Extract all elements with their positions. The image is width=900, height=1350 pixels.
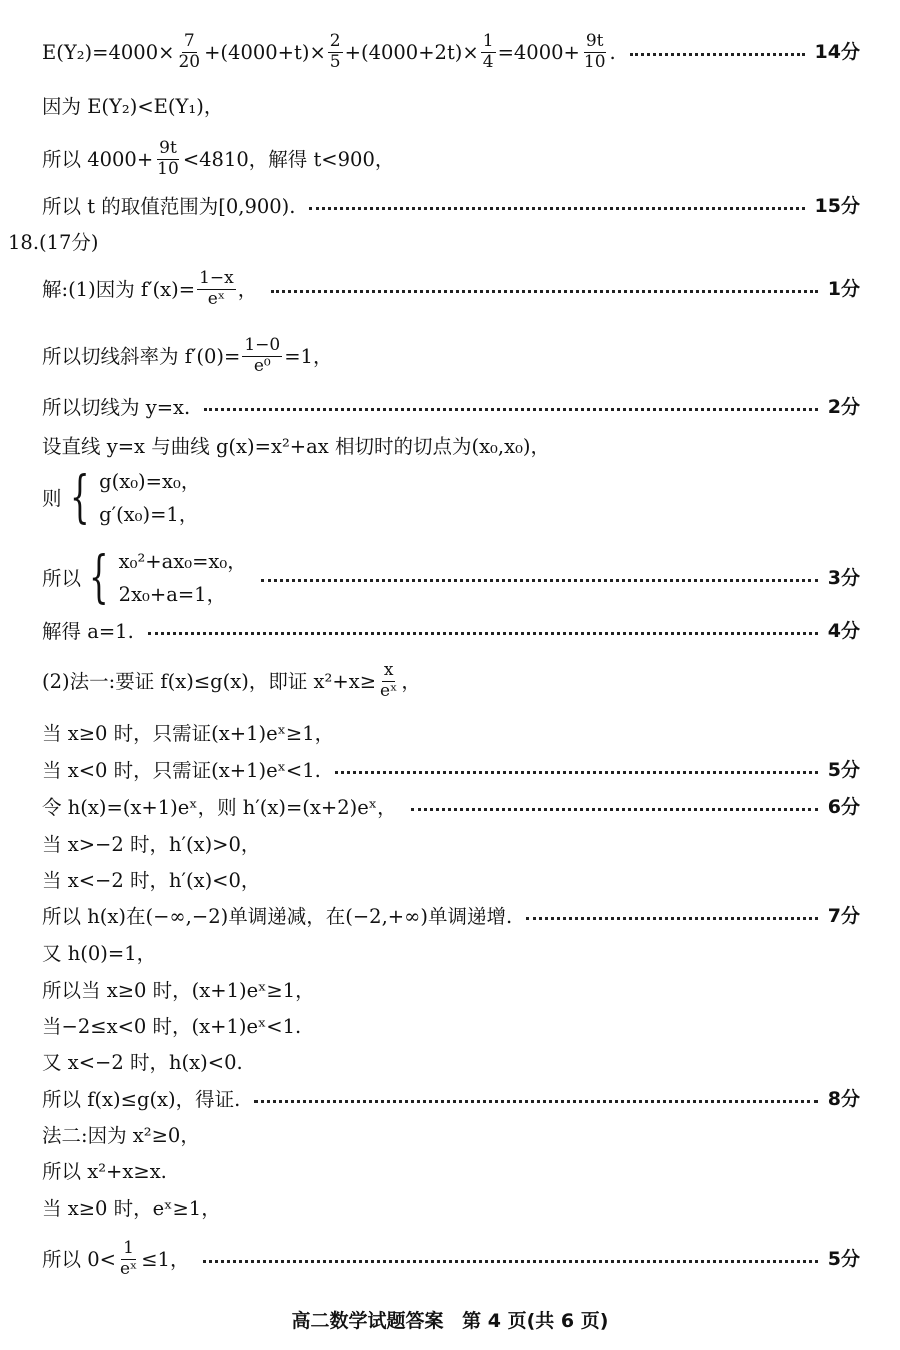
solution-line-2 [42, 396, 860, 419]
dot-leader [526, 917, 818, 920]
fraction [176, 33, 202, 72]
dot-leader [204, 408, 818, 411]
numerator: 1 [482, 31, 494, 51]
case-equation: g′(x₀)=1， [99, 503, 199, 527]
solution-line [42, 1197, 860, 1220]
formula-text: (2)法一:要证 f(x)≤g(x)，即证 x²+x≥ [42, 669, 377, 693]
solution-text: 当 x≥0 时，只需证(x+1)eˣ≥1， [42, 722, 335, 745]
score-label: 14分 [814, 40, 860, 63]
score-label: 5分 [827, 1247, 860, 1270]
denominator: 20 [178, 51, 201, 72]
dot-leader [261, 579, 818, 582]
denominator: 4 [482, 51, 494, 72]
formula-text: 所以 [42, 566, 82, 590]
solution-line [42, 869, 860, 892]
score-label: 2分 [827, 396, 860, 419]
dot-leader [203, 1260, 817, 1263]
solution-text: 当 x≥0 时，eˣ≥1， [42, 1197, 221, 1220]
solution-line [42, 1124, 860, 1147]
question-number: 18.(17分) [8, 231, 99, 254]
case-equation: 2x₀+a=1， [118, 583, 227, 607]
numerator: 1 [123, 1238, 134, 1258]
formula-text: 则 [42, 486, 62, 510]
solution-line [42, 942, 860, 965]
denominator: 5 [329, 51, 341, 72]
denominator: eˣ [207, 288, 226, 309]
solution-line [42, 435, 860, 458]
formula-text: =1， [284, 344, 333, 368]
solution-text: 当 x>−2 时，h′(x)>0， [42, 833, 261, 856]
solution-line-14 [42, 33, 860, 72]
fraction [242, 337, 282, 376]
solution-text: 当 x<0 时，只需证(x+1)eˣ<1. [42, 759, 321, 782]
page-footer [0, 1306, 900, 1333]
solution-text: 所以当 x≥0 时，(x+1)eˣ≥1， [42, 979, 315, 1002]
formula-text: ≤1， [141, 1247, 190, 1271]
solution-text [42, 270, 257, 309]
formula-text: 所以切线斜率为 f′(0)= [42, 344, 241, 368]
denominator: eˣ [119, 1258, 138, 1279]
solution-line-15 [42, 195, 860, 218]
score-label: 5分 [827, 759, 860, 782]
score-label: 15分 [814, 195, 860, 218]
denominator: 10 [157, 158, 179, 179]
solution-line-5 [42, 759, 860, 782]
dot-leader [309, 207, 804, 210]
fraction [582, 33, 608, 72]
case-lines [99, 470, 200, 527]
dot-leader [411, 808, 818, 811]
formula-text: +(4000+t)× [204, 40, 326, 64]
solution-text: 所以 t 的取值范围为[0,900). [42, 195, 296, 218]
case-lines [119, 550, 247, 607]
formula-text: +(4000+2t)× [344, 40, 479, 64]
case-brace [62, 465, 201, 531]
formula-text: <4810，解得 t<900， [182, 147, 395, 171]
solution-text: 所以 h(x)在(−∞,−2)单调递减，在(−2,+∞)单调递增. [42, 905, 513, 928]
solution-text [42, 337, 332, 376]
dot-leader [254, 1100, 817, 1103]
solution-text: 因为 E(Y₂)<E(Y₁)， [42, 95, 224, 118]
solution-line [42, 95, 860, 118]
formula-text: ， [401, 669, 421, 693]
solution-text: 当−2≤x<0 时，(x+1)eˣ<1. [42, 1015, 302, 1038]
solution-text: 法二:因为 x²≥0， [42, 1124, 200, 1147]
solution-text: 又 x<−2 时，h(x)<0. [42, 1051, 243, 1074]
equation-system [42, 465, 201, 531]
denominator: 10 [583, 51, 606, 72]
equation-system [42, 545, 247, 611]
question-header [8, 231, 860, 254]
solution-line-1 [42, 270, 860, 309]
solution-line-8 [42, 1088, 860, 1111]
solution-text: 解得 a=1. [42, 620, 134, 643]
solution-text: 所以 f(x)≤g(x)，得证. [42, 1088, 241, 1111]
numerator: 9t [585, 31, 604, 51]
footer-title: 高二数学试题答案 [291, 1310, 444, 1332]
solution-line [42, 1051, 860, 1074]
case-brace [81, 545, 247, 611]
fraction [378, 662, 399, 701]
solution-text: 令 h(x)=(x+1)eˣ，则 h′(x)=(x+2)eˣ， [42, 796, 397, 819]
solution-text: 所以切线为 y=x. [42, 396, 191, 419]
solution-line-system [42, 465, 860, 531]
solution-text: 又 h(0)=1， [42, 942, 157, 965]
score-label: 1分 [827, 277, 860, 300]
numerator: 1−x [199, 268, 234, 288]
dot-leader [630, 53, 805, 56]
solution-line [42, 337, 860, 376]
solution-line [42, 1160, 860, 1183]
formula-text: =4000+ [497, 40, 580, 64]
solution-line-3 [42, 545, 860, 611]
brace-glyph: { [69, 465, 90, 531]
solution-line [42, 140, 860, 179]
denominator: e⁰ [253, 355, 271, 376]
solution-line [42, 662, 860, 701]
solution-text [42, 140, 394, 179]
solution-line [42, 979, 860, 1002]
solution-text [42, 1240, 189, 1279]
case-equation: g(x₀)=x₀， [99, 470, 201, 493]
fraction [155, 140, 181, 179]
solution-line-5b [42, 1240, 860, 1279]
brace-glyph: { [89, 545, 109, 611]
formula-text: . [609, 40, 616, 64]
formula-text: 解:(1)因为 f′(x)= [42, 277, 196, 301]
case-equation: x₀²+ax₀=x₀， [118, 550, 247, 573]
formula-text: E(Y₂)=4000× [42, 40, 175, 64]
solution-line-7 [42, 905, 860, 928]
score-label: 6分 [827, 796, 860, 819]
page-number: 第 4 页(共 6 页) [462, 1310, 609, 1332]
fraction [197, 270, 236, 309]
dot-leader [148, 632, 818, 635]
solution-text [42, 662, 421, 701]
numerator: 2 [329, 31, 341, 51]
numerator: 9t [159, 138, 177, 158]
score-label: 8分 [827, 1088, 860, 1111]
score-label: 7分 [827, 905, 860, 928]
solution-line-4 [42, 620, 860, 643]
denominator: eˣ [380, 680, 398, 701]
solution-text: 设直线 y=x 与曲线 g(x)=x²+ax 相切时的切点为(x₀,x₀)， [42, 435, 550, 458]
formula-text: 所以 4000+ [42, 147, 154, 171]
score-label: 3分 [827, 566, 860, 589]
solution-line-6 [42, 796, 860, 819]
formula-text: 所以 0< [42, 1247, 116, 1271]
score-label: 4分 [827, 620, 860, 643]
numerator: 7 [183, 31, 195, 51]
dot-leader [271, 290, 818, 293]
expectation-formula [42, 33, 616, 72]
dot-leader [335, 771, 818, 774]
solution-line [42, 1015, 860, 1038]
solution-text: 当 x<−2 时，h′(x)<0， [42, 869, 261, 892]
formula-text: ， [237, 277, 258, 301]
numerator: x [383, 660, 394, 680]
solution-text: 所以 x²+x≥x. [42, 1160, 167, 1183]
numerator: 1−0 [244, 335, 281, 355]
solution-line [42, 722, 860, 745]
fraction [481, 33, 496, 72]
fraction [118, 1240, 139, 1279]
solution-line [42, 833, 860, 856]
fraction [328, 33, 343, 72]
